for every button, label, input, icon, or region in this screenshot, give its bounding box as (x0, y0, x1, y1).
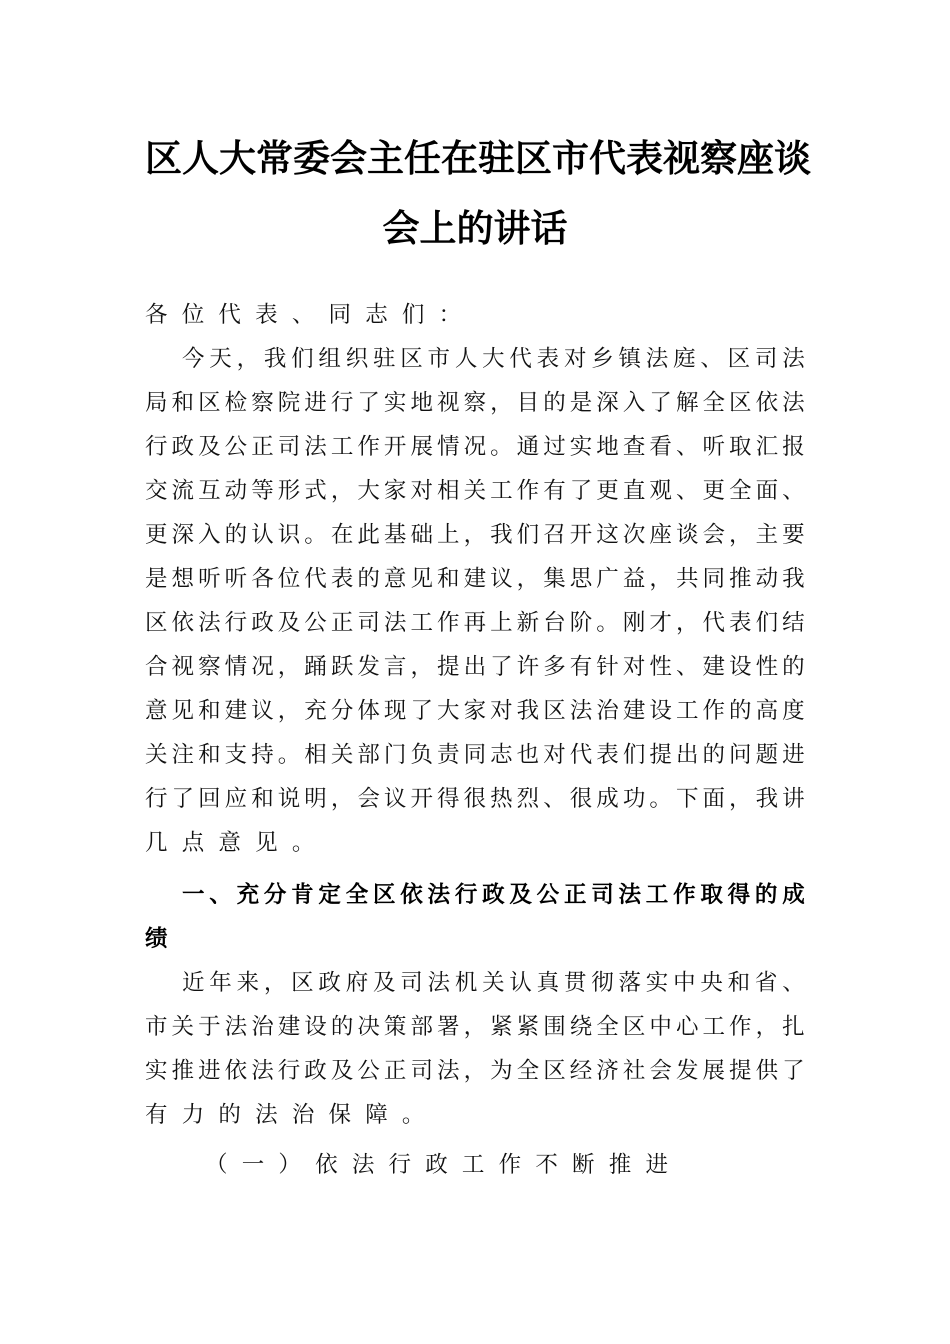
paragraph-1-line: 局 和 区 检 察 院 进 行 了 实 地 视 察 ， 目 的 是 深 入 了 解 全 区 依 法 (145, 390, 805, 416)
paragraph-1-line: 行 政 及 公 正 司 法 工 作 开 展 情 况 。 通 过 实 地 查 看 、 听 取 汇 报 (145, 434, 805, 460)
paragraph-2-line: 市 关 于 法 治 建 设 的 决 策 部 署 ， 紧 紧 围 绕 全 区 中 心 工 作 ， 扎 (145, 1014, 805, 1040)
document-title-line-2: 会上的讲话 (382, 206, 568, 250)
paragraph-2-line: 实 推 进 依 法 行 政 及 公 正 司 法 ， 为 全 区 经 济 社 会 发 展 提 供 了 (145, 1058, 805, 1084)
paragraph-2-line: 近 年 来 ， 区 政 府 及 司 法 机 关 认 真 贯 彻 落 实 中 央 和 省 、 (182, 970, 805, 996)
paragraph-1-line: 交 流 互 动 等 形 式 ， 大 家 对 相 关 工 作 有 了 更 直 观 、 更 全 面 、 (145, 478, 805, 504)
paragraph-1-line: 是 想 听 听 各 位 代 表 的 意 见 和 建 议 ， 集 思 广 益 ， 共 同 推 动 我 (145, 566, 805, 592)
paragraph-1-line: 几 点 意 见 。 (145, 830, 315, 856)
document-title-line-1: 区人大常委会主任在驻区市代表视察座谈 (145, 136, 811, 180)
subheading-1: （ 一 ） 依 法 行 政 工 作 不 断 推 进 (205, 1152, 668, 1178)
paragraph-1-line: 区 依 法 行 政 及 公 正 司 法 工 作 再 上 新 台 阶 。 刚 才 ， 代 表 们 结 (145, 610, 805, 636)
section-heading-1: 一 、 充 分 肯 定 全 区 依 法 行 政 及 公 正 司 法 工 作 取 得 的 成 (182, 882, 805, 908)
paragraph-2-line: 有 力 的 法 治 保 障 。 (145, 1102, 425, 1128)
paragraph-1-line: 更 深 入 的 认 识 。 在 此 基 础 上 ， 我 们 召 开 这 次 座 谈 会 ， 主 要 (145, 522, 805, 548)
salutation: 各 位 代 表 、 同 志 们 ： (145, 302, 462, 328)
paragraph-1-line: 行 了 回 应 和 说 明 ， 会 议 开 得 很 热 烈 、 很 成 功 。 下 面 ， 我 讲 (145, 786, 805, 812)
paragraph-1-line: 今 天 ， 我 们 组 织 驻 区 市 人 大 代 表 对 乡 镇 法 庭 、 区 司 法 (182, 346, 805, 372)
paragraph-1-line: 意 见 和 建 议 ， 充 分 体 现 了 大 家 对 我 区 法 治 建 设 工 作 的 高 度 (145, 698, 805, 724)
paragraph-1-line: 关 注 和 支 持 。 相 关 部 门 负 责 同 志 也 对 代 表 们 提 出 的 问 题 进 (145, 742, 805, 768)
section-heading-1-cont: 绩 (145, 926, 168, 952)
paragraph-1-line: 合 视 察 情 况 ， 踊 跃 发 言 ， 提 出 了 许 多 有 针 对 性 、 建 设 性 的 (145, 654, 805, 680)
